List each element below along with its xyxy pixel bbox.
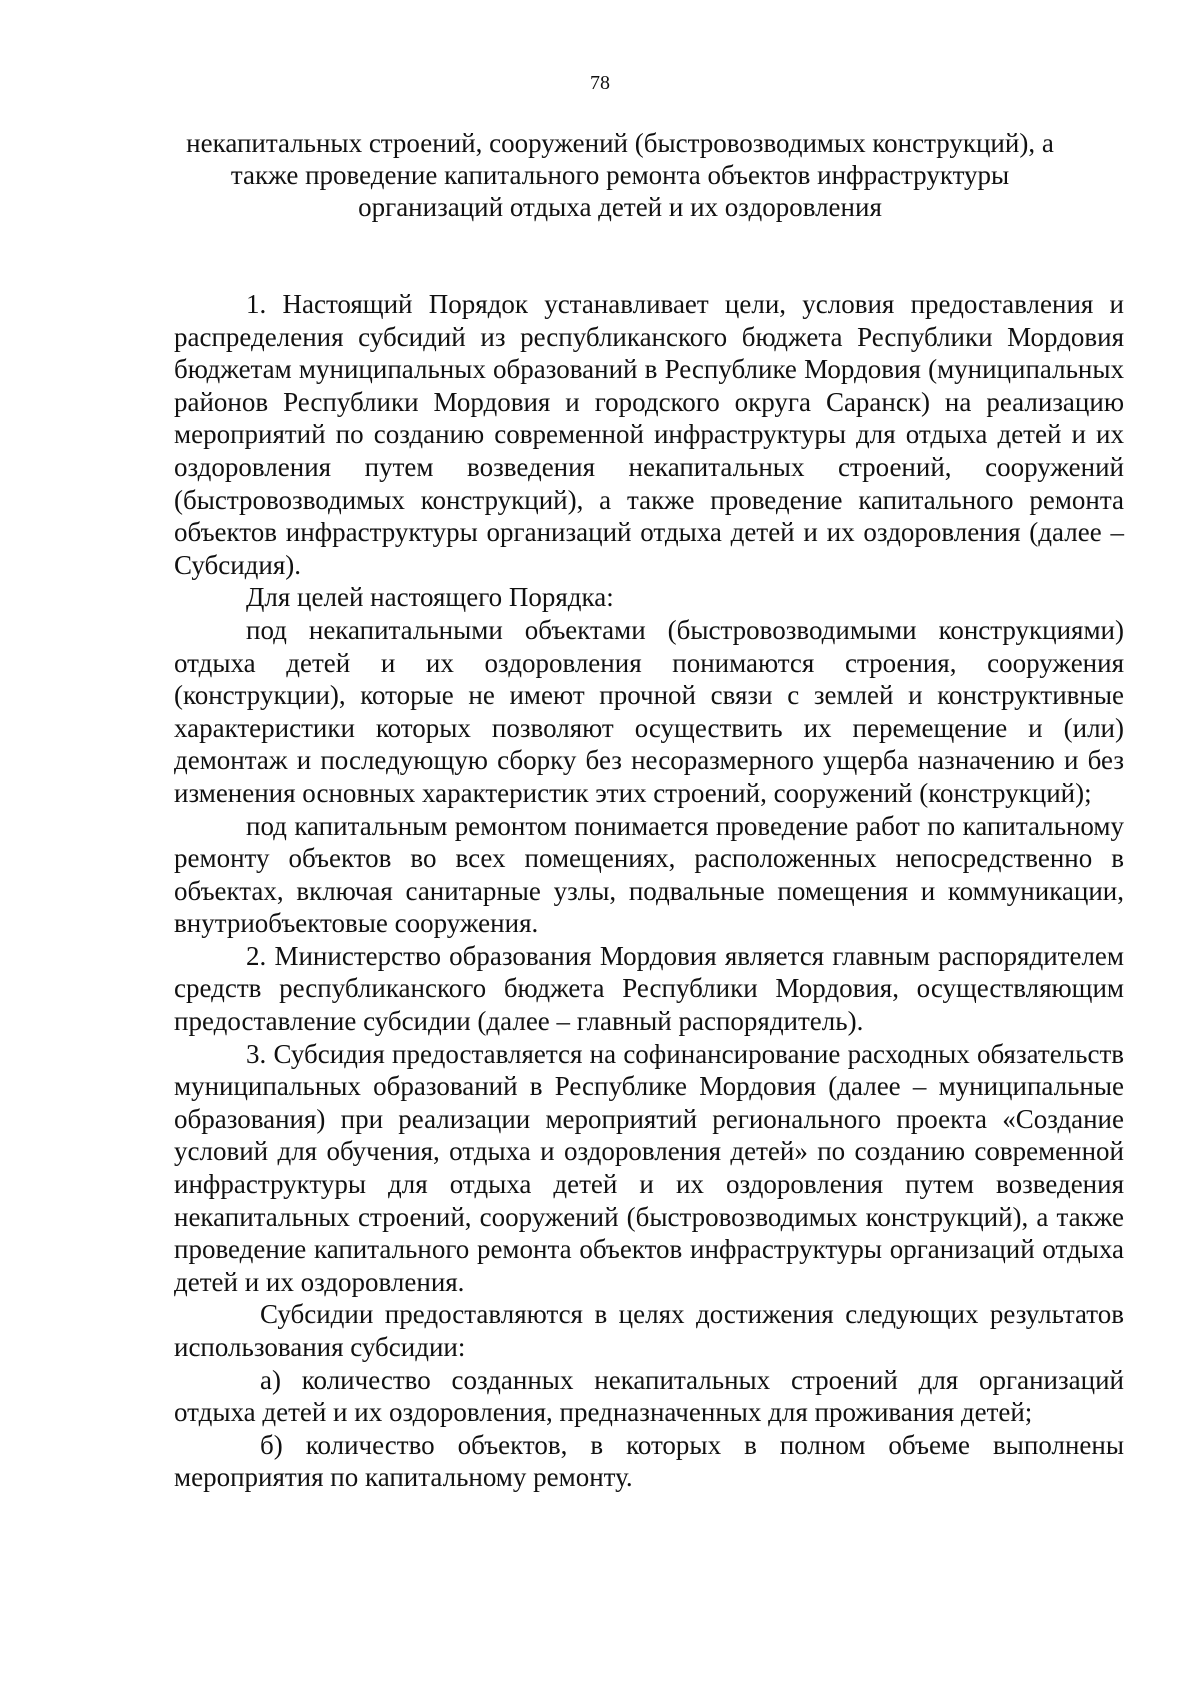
paragraph-3: 3. Субсидия предоставляется на софинансирование расходных обязательств муниципальных образований в Республике Мордовия (далее – муниципальные образования) при реализации мероприятий регионального проекта «Создание условий для обучения, отдыха и оздоровления детей» по созданию современной инфраструктуры для отдыха детей и их оздоровления путем возведения некапитальных строений, сооружений (быстровозводимых конструкций), а также проведение капитального ремонта объектов инфраструктуры организаций отдыха детей и их оздоровления. bbox=[174, 1038, 1124, 1297]
paragraph-definitions-intro: Для целей настоящего Порядка: bbox=[246, 582, 614, 613]
document-body bbox=[174, 288, 1124, 1494]
paragraph-1: 1. Настоящий Порядок устанавливает цели, условия предоставления и распределения субсидий из республиканского бюджета Республики Мордовия бюджетам муниципальных образований в Республике Мордовия (муниципальных районов Республики Мордовия и городского округа Саранск) на реализацию мероприятий по созданию современной инфраструктуры для отдыха детей и их оздоровления путем возведения некапитальных строений, сооружений (быстровозводимых конструкций), а также проведение капитального ремонта объектов инфраструктуры организаций отдыха детей и их оздоровления (далее – Субсидия). bbox=[174, 289, 1124, 580]
paragraph-definition-noncapital: под некапитальными объектами (быстровозводимыми конструкциями) отдыха детей и их оздоровления понимаются строения, сооружения (конструкции), которые не имеют прочной связи с землей и конструктивные характеристики которых позволяют осуществить их перемещение и (или) демонтаж и последующую сборку без несоразмерного ущерба назначению и без изменения основных характеристик этих строений, сооружений (конструкций); bbox=[174, 614, 1124, 808]
section-heading bbox=[170, 127, 1070, 223]
heading-line: организаций отдыха детей и их оздоровления bbox=[358, 192, 882, 222]
paragraph-results-intro: Субсидии предоставляются в целях достижения следующих результатов использования субсидии: bbox=[174, 1299, 1124, 1362]
page-number: 78 bbox=[590, 72, 610, 94]
paragraph-2: 2. Министерство образования Мордовия является главным распорядителем средств республиканского бюджета Республики Мордовия, осуществляющим предоставление субсидии (далее – главный распорядитель). bbox=[174, 940, 1124, 1037]
heading-line: некапитальных строений, сооружений (быстровозводимых конструкций), а bbox=[186, 128, 1054, 158]
list-item-b: б) количество объектов, в которых в полном объеме выполнены мероприятия по капитальному ремонту. bbox=[174, 1429, 1124, 1493]
paragraph-definition-capital-repair: под капитальным ремонтом понимается проведение работ по капитальному ремонту объектов во всех помещениях, расположенных непосредственно в объектах, включая санитарные узлы, подвальные помещения и коммуникации, внутриобъектовые сооружения. bbox=[174, 810, 1124, 939]
list-item-a: а) количество созданных некапитальных строений для организаций отдыха детей и их оздоровления, предназначенных для проживания детей; bbox=[174, 1364, 1124, 1428]
heading-line: также проведение капитального ремонта объектов инфраструктуры bbox=[230, 160, 1010, 190]
